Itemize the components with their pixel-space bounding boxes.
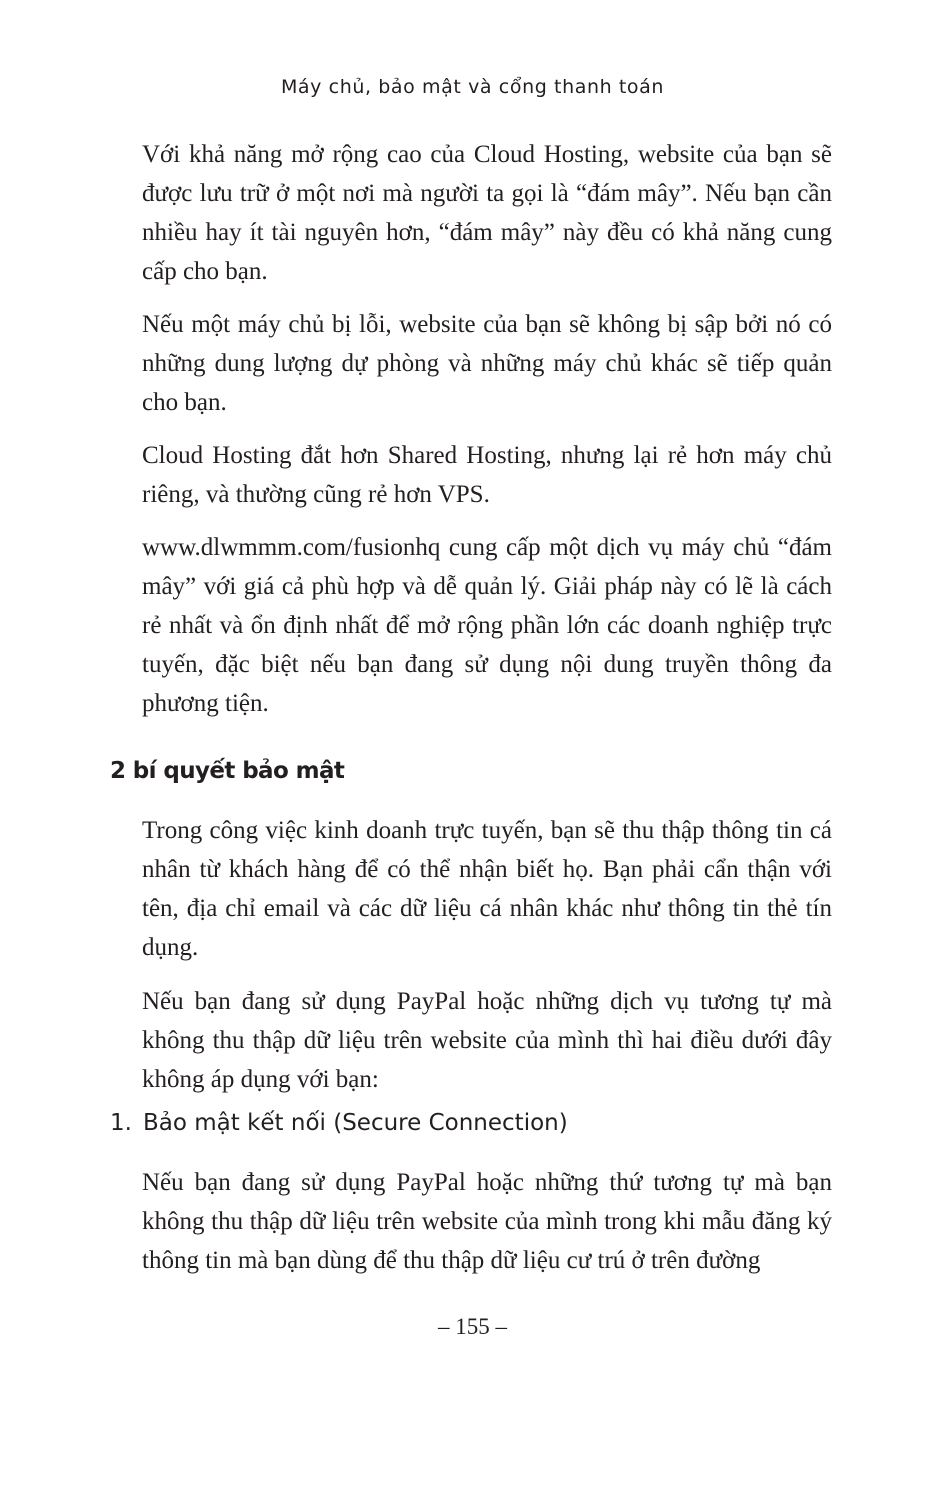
paragraph-cloud-hosting-scalability: Với khả năng mở rộng cao của Cloud Hosting, website của bạn sẽ được lưu trữ ở một nơi mà người ta gọi là “đám mây”. Nếu bạn cần nhiều hay ít tài nguyên hơn, “đám mây” này đều có khả năng cung cấp cho bạn. [142, 141, 832, 285]
section-heading: 2 bí quyết bảo mật [110, 758, 345, 784]
paragraph-personal-data: Trong công việc kinh doanh trực tuyến, bạn sẽ thu thập thông tin cá nhân từ khách hàng để có thể nhận biết họ. Bạn phải cẩn thận với tên, địa chỉ email và các dữ liệu cá nhân khác như thông tin thẻ tín dụng. [142, 817, 832, 961]
running-header: Máy chủ, bảo mật và cổng thanh toán [280, 76, 665, 98]
paragraph-fusionhq: www.dlwmmm.com/fusionhq cung cấp một dịch vụ máy chủ “đám mây” với giá cả phù hợp và dễ quản lý. Giải pháp này có lẽ là cách rẻ nhất và ổn định nhất để mở rộng phần lớn các doanh nghiệp trực tuyến, đặc biệt nếu bạn đang sử dụng nội dung truyền thông đa phương tiện. [142, 534, 832, 717]
paragraph-cloud-hosting-cost: Cloud Hosting đắt hơn Shared Hosting, nhưng lại rẻ hơn máy chủ riêng, và thường cũng rẻ hơn VPS. [142, 442, 832, 508]
list-item-secure-connection [110, 1110, 568, 1136]
paragraph-paypal-note: Nếu bạn đang sử dụng PayPal hoặc những dịch vụ tương tự mà không thu thập dữ liệu trên website của mình thì hai điều dưới đây không áp dụng với bạn: [142, 988, 832, 1093]
paragraph-server-failure: Nếu một máy chủ bị lỗi, website của bạn sẽ không bị sập bởi nó có những dung lượng dự phòng và những máy chủ khác sẽ tiếp quản cho bạn. [142, 311, 832, 416]
page-number: – 155 – [438, 1314, 507, 1339]
paragraph-secure-connection: Nếu bạn đang sử dụng PayPal hoặc những thứ tương tự mà bạn không thu thập dữ liệu trên website của mình trong khi mẫu đăng ký thông tin mà bạn dùng để thu thập dữ liệu cư trú ở trên đường [142, 1169, 832, 1274]
list-item-text: Bảo mật kết nối (Secure Connection) [143, 1110, 568, 1136]
list-item-number: 1. [110, 1110, 132, 1136]
